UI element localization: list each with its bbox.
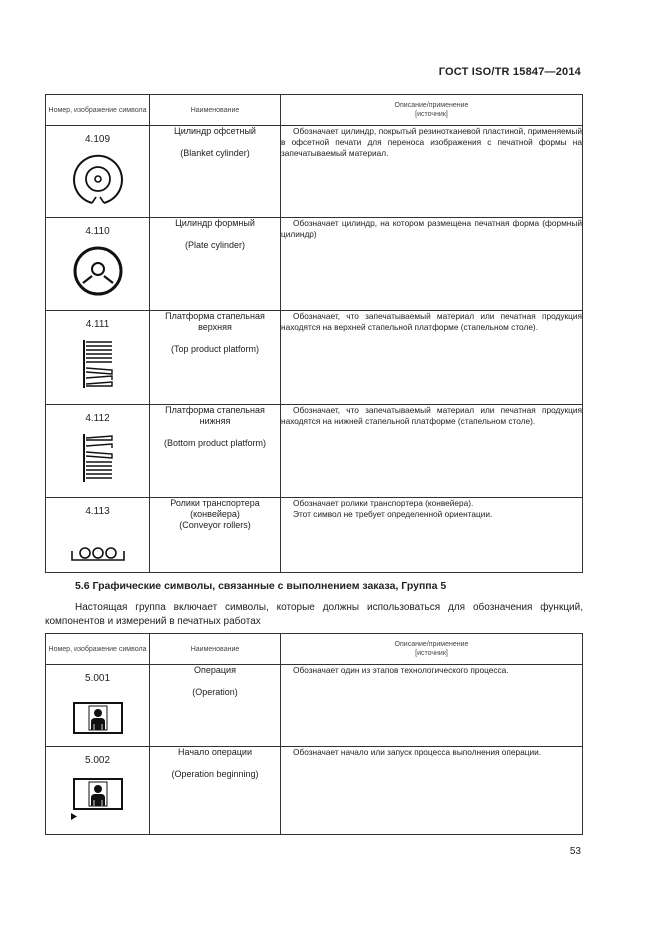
col-header-description [281, 634, 583, 665]
symbol-name-en: (Bottom product platform) [163, 438, 267, 448]
symbol-name-ru: Платформа стапельная нижняя [165, 405, 265, 426]
col-header-name: Наименование [150, 634, 281, 665]
table-row [46, 747, 583, 835]
table-row [46, 498, 583, 573]
section-paragraph: Настоящая группа включает символы, которые должны использоваться для обозначения функций, компонентов и измерений в печатных работах [45, 602, 583, 627]
col-header-description-label: Описание/применение [394, 641, 469, 648]
col-header-source-label: [источник] [415, 650, 448, 657]
symbol-name-ru: Цилиндр офсетный [174, 126, 256, 136]
symbol-description: Обозначает цилиндр, на котором размещена печатная форма (формный цилиндр) [281, 218, 582, 239]
table-row [46, 665, 583, 747]
symbol-number: 5.002 [84, 755, 111, 766]
symbol-number: 4.112 [85, 413, 110, 424]
symbol-number: 5.001 [84, 673, 111, 684]
col-header-source-label: [источник] [415, 111, 448, 118]
symbol-number: 4.111 [85, 319, 110, 330]
symbol-description: Обозначает, что запечатываемый материал или печатная продукция находятся на верхней стапельной платформе (стапельном столе). [281, 311, 582, 332]
table-row [46, 405, 583, 498]
symbol-name-ru: Начало операции [178, 747, 252, 757]
symbol-name-ru: Цилиндр формный [175, 218, 255, 228]
top-platform-icon [78, 338, 118, 390]
symbol-description: Обозначает начало или запуск процесса выполнения операции. [293, 747, 542, 757]
page-number: 53 [569, 846, 581, 857]
bottom-platform-icon [78, 432, 118, 484]
col-header-description [281, 95, 583, 126]
table-row [46, 218, 583, 311]
symbol-number: 4.113 [85, 506, 110, 517]
table-row [46, 126, 583, 218]
symbol-description: Обозначает ролики транспортера (конвейера). [293, 498, 474, 508]
symbol-name-ru: Операция [194, 665, 236, 675]
symbol-description: Обозначает, что запечатываемый материал или печатная продукция находятся на нижней стапельной платформе (стапельном столе). [281, 405, 582, 426]
col-header-number: Номер, изображение символа [46, 95, 150, 126]
symbol-name-en: (Operation beginning) [171, 769, 259, 779]
symbols-table-group4 [45, 94, 583, 573]
section-heading: 5.6 Графические символы, связанные с выполнением заказа, Группа 5 [75, 580, 447, 592]
symbols-table-group5 [45, 633, 583, 835]
operation-beginning-icon [70, 778, 126, 822]
symbol-name-en: (Top product platform) [170, 344, 260, 354]
symbol-name-ru: Платформа стапельная верхняя [165, 311, 265, 332]
symbol-number: 4.110 [85, 226, 110, 237]
symbol-number: 4.109 [84, 134, 111, 145]
col-header-description-label: Описание/применение [394, 102, 469, 109]
symbol-description: Обозначает один из этапов технологического процесса. [293, 665, 509, 675]
conveyor-rollers-icon [70, 543, 126, 563]
symbol-name-en: (Operation) [192, 687, 238, 697]
symbol-name-ru: Ролики транспортера (конвейера) [170, 498, 260, 519]
symbol-description: Обозначает цилиндр, покрытый резинотканевой пластиной, применяемый в офсетной печати для переноса изображения с печатной формы на запечатываемый материал. [281, 126, 582, 158]
symbol-name-en: (Blanket cylinder) [180, 148, 250, 158]
symbol-name-en: (Plate cylinder) [184, 240, 246, 250]
table-row [46, 311, 583, 405]
col-header-number: Номер, изображение символа [46, 634, 150, 665]
symbol-name-en: (Conveyor rollers) [179, 520, 251, 530]
operation-icon [73, 702, 123, 734]
col-header-name: Наименование [150, 95, 281, 126]
document-header: ГОСТ ISO/TR 15847—2014 [438, 66, 581, 78]
plate-cylinder-icon [70, 243, 126, 299]
blanket-cylinder-icon [70, 151, 126, 207]
symbol-description-note: Этот символ не требует определенной ориентации. [293, 509, 493, 519]
